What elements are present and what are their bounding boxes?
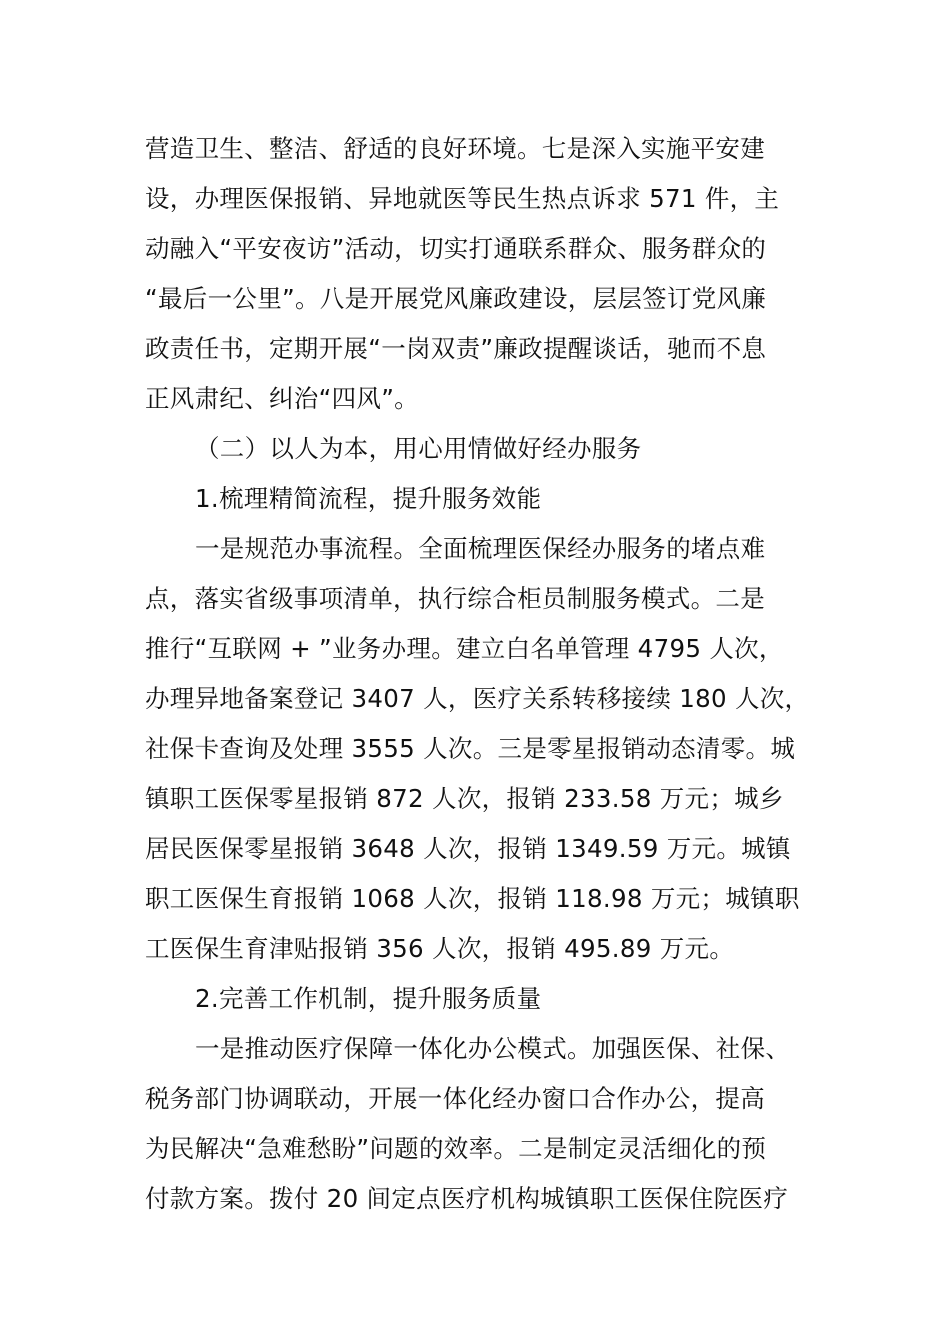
- text-line: 正风肃纪、纠治“四风”。: [145, 384, 419, 413]
- text-line: 税务部门协调联动，开展一体化经办窗口合作办公，提高: [145, 1084, 765, 1113]
- text-line: 付款方案。拨付 20 间定点医疗机构城镇职工医保住院医疗: [145, 1184, 789, 1213]
- text-line: 推行“互联网 + ”业务办理。建立白名单管理 4795 人次，: [145, 634, 784, 663]
- text-line: “最后一公里”。八是开展党风廉政建设，层层签订党风廉: [145, 284, 767, 313]
- text-line: 居民医保零星报销 3648 人次，报销 1349.59 万元。城镇: [145, 834, 791, 863]
- subsection-heading: 1.梳理精简流程，提升服务效能: [195, 484, 542, 513]
- text-line: 一是规范办事流程。全面梳理医保经办服务的堵点难: [195, 534, 766, 563]
- text-line: 点，落实省级事项清单，执行综合柜员制服务模式。二是: [145, 584, 765, 613]
- text-line: 设，办理医保报销、异地就医等民生热点诉求 571 件，主: [145, 184, 780, 213]
- text-line: 为民解决“急难愁盼”问题的效率。二是制定灵活细化的预: [145, 1134, 767, 1163]
- section-heading: （二）以人为本，用心用情做好经办服务: [195, 434, 642, 463]
- text-line: 营造卫生、整洁、舒适的良好环境。七是深入实施平安建: [145, 134, 765, 163]
- text-line: 工医保生育津贴报销 356 人次，报销 495.89 万元。: [145, 934, 735, 963]
- text-line: 动融入“平安夜访”活动，切实打通联系群众、服务群众的: [145, 234, 767, 263]
- text-line: 职工医保生育报销 1068 人次，报销 118.98 万元；城镇职: [145, 884, 800, 913]
- text-line: 一是推动医疗保障一体化办公模式。加强医保、社保、: [195, 1034, 791, 1063]
- text-line: 镇职工医保零星报销 872 人次，报销 233.58 万元；城乡: [145, 784, 784, 813]
- text-line: 办理异地备案登记 3407 人，医疗关系转移接续 180 人次，: [145, 684, 810, 713]
- text-line: 社保卡查询及处理 3555 人次。三是零星报销动态清零。城: [145, 734, 796, 763]
- subsection-heading: 2.完善工作机制，提升服务质量: [195, 984, 542, 1013]
- text-line: 政责任书，定期开展“一岗双责”廉政提醒谈话，驰而不息: [145, 334, 767, 363]
